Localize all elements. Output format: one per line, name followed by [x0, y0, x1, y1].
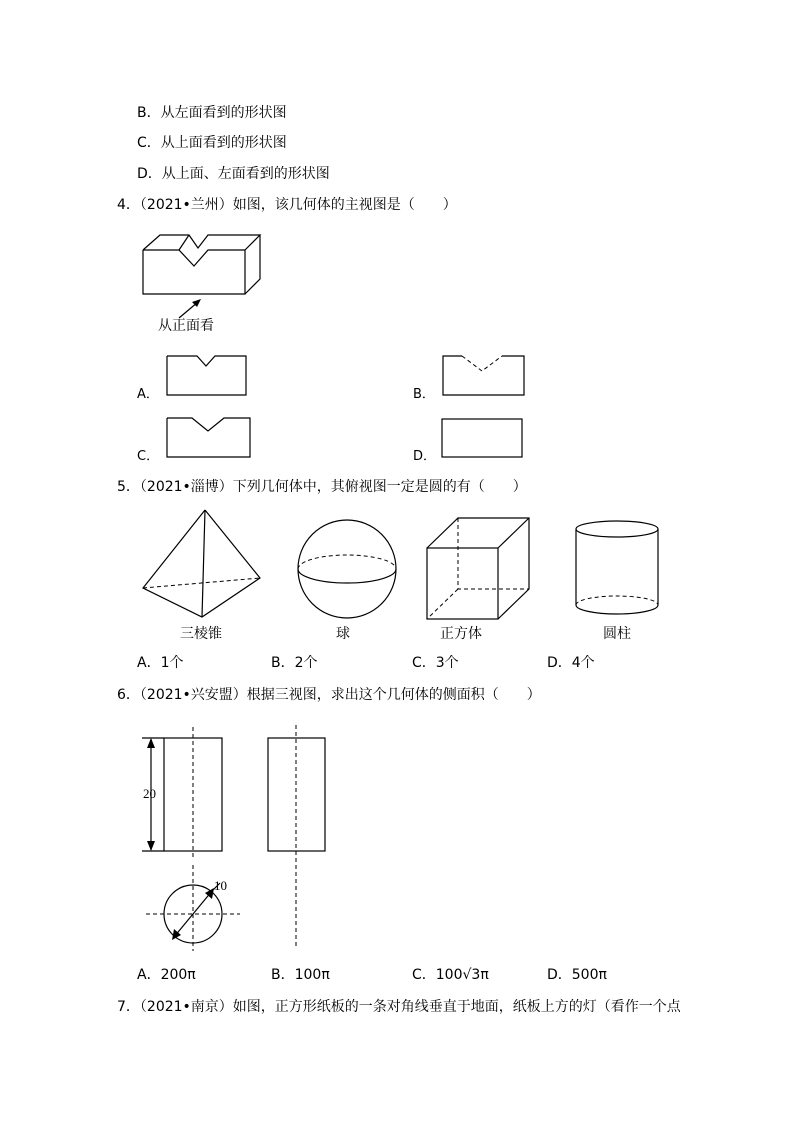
q4-option-c-label: C． [137, 449, 160, 464]
q5-triangular-pyramid-figure [140, 508, 264, 620]
q5-cube-figure [425, 516, 531, 622]
q6-option-a: A．200π [137, 967, 196, 983]
q5-shape-label-2: 球 [336, 626, 350, 642]
q5-option-b: B．2个 [271, 655, 318, 671]
q7-stem: 7．（2021•南京）如图，正方形纸板的一条对角线垂直于地面，纸板上方的灯（看作一个点 [117, 999, 681, 1015]
q5-option-c: C．3个 [412, 655, 459, 671]
q6-height-label: 20 [143, 786, 156, 801]
q6-diameter-label: 10 [214, 878, 227, 893]
q6-option-b: B．100π [271, 967, 330, 983]
q5-shape-label-4: 圆柱 [603, 626, 631, 642]
q4-option-c-figure [166, 417, 252, 459]
q4-option-d-label: D． [413, 449, 437, 464]
q6-stem: 6．（2021•兴安盟）根据三视图，求出这个几何体的侧面积（ ） [117, 687, 541, 703]
q5-option-d: D．4个 [547, 655, 595, 671]
q5-stem: 5．（2021•淄博）下列几何体中，其俯视图一定是圆的有（ ） [117, 479, 527, 495]
q6-option-d: D．500π [547, 967, 607, 983]
q4-view-caption: 从正面看 [158, 318, 214, 334]
q6-option-c: C．100√3π [412, 967, 489, 983]
q5-option-a: A．1个 [137, 655, 184, 671]
q5-shape-label-1: 三棱锥 [180, 626, 222, 642]
q4-option-a-figure [166, 355, 248, 397]
q4-option-d-figure [441, 418, 523, 460]
q3-option-d: D．从上面、左面看到的形状图 [137, 166, 330, 182]
q3-option-c: C．从上面看到的形状图 [137, 135, 287, 151]
q4-option-b-figure [442, 355, 526, 397]
q5-cylinder-figure [575, 519, 661, 619]
q5-sphere-figure [296, 518, 400, 620]
q4-option-b-label: B． [413, 387, 435, 402]
q6-three-view-figure [130, 725, 350, 955]
q5-shape-label-3: 正方体 [440, 626, 482, 642]
q3-option-b: B．从左面看到的形状图 [137, 105, 287, 121]
q4-stem: 4．（2021•兰州）如图，该几何体的主视图是（ ） [117, 197, 457, 213]
q4-option-a-label: A． [137, 387, 159, 402]
